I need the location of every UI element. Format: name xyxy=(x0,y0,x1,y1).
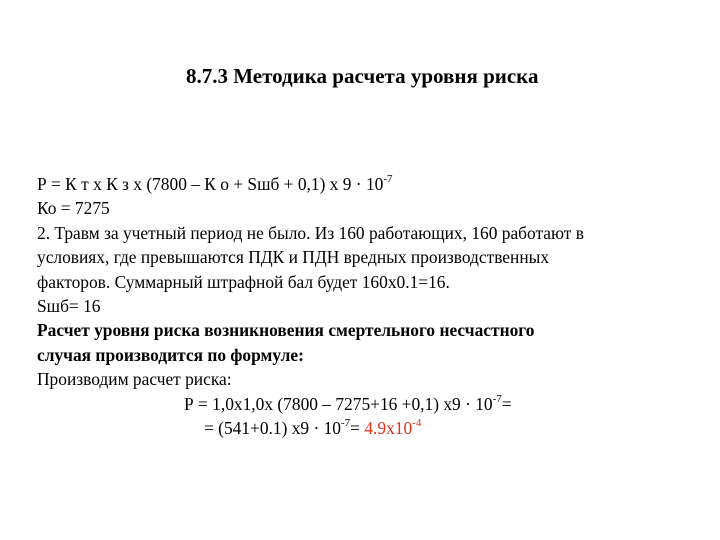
risk-formula xyxy=(37,172,687,196)
slide-content xyxy=(37,172,687,440)
risk-formula-exponent: -7 xyxy=(383,173,393,186)
calc-line-1-suffix: = xyxy=(501,393,512,414)
ko-value: Ко = 7275 xyxy=(37,198,110,219)
paragraph-line-3: факторов. Суммарный штрафной бал будет 160х0.1=16. xyxy=(37,271,450,292)
sshb-value: Sшб= 16 xyxy=(37,296,101,317)
calc-line-1 xyxy=(37,392,687,416)
calc-line-2-equals: = xyxy=(350,418,365,439)
calc-line-2 xyxy=(37,416,687,440)
paragraph-line-1: 2. Травм за учетный период не было. Из 160 работающих, 160 работают в xyxy=(37,222,584,243)
slide-title: 8.7.3 Методика расчета уровня риска xyxy=(186,64,539,88)
risk-result xyxy=(364,418,421,438)
paragraph-line-2: условиях, где превышаются ПДК и ПДН вредных производственных xyxy=(37,247,550,268)
bold-statement-line-2: случая производится по формуле: xyxy=(37,344,304,365)
calc-line-1-text: Р = 1,0х1,0х (7800 – 7275+16 +0,1) х9 · 10 xyxy=(184,393,493,414)
calc-intro: Производим расчет риска: xyxy=(37,369,232,390)
risk-result-exponent: -4 xyxy=(412,417,422,430)
risk-formula-text: Р = К т х К з х (7800 – К о + Sшб + 0,1) х 9 · 10 xyxy=(37,174,384,194)
calc-line-2-text: = (541+0.1) х9 · 10 xyxy=(204,418,341,439)
risk-result-base: 4.9х10 xyxy=(364,418,413,439)
calc-line-1-exponent: -7 xyxy=(492,392,502,405)
bold-statement-line-1: Расчет уровня риска возникновения смертельного несчастного xyxy=(37,320,535,341)
calc-line-2-exponent: -7 xyxy=(341,417,351,430)
